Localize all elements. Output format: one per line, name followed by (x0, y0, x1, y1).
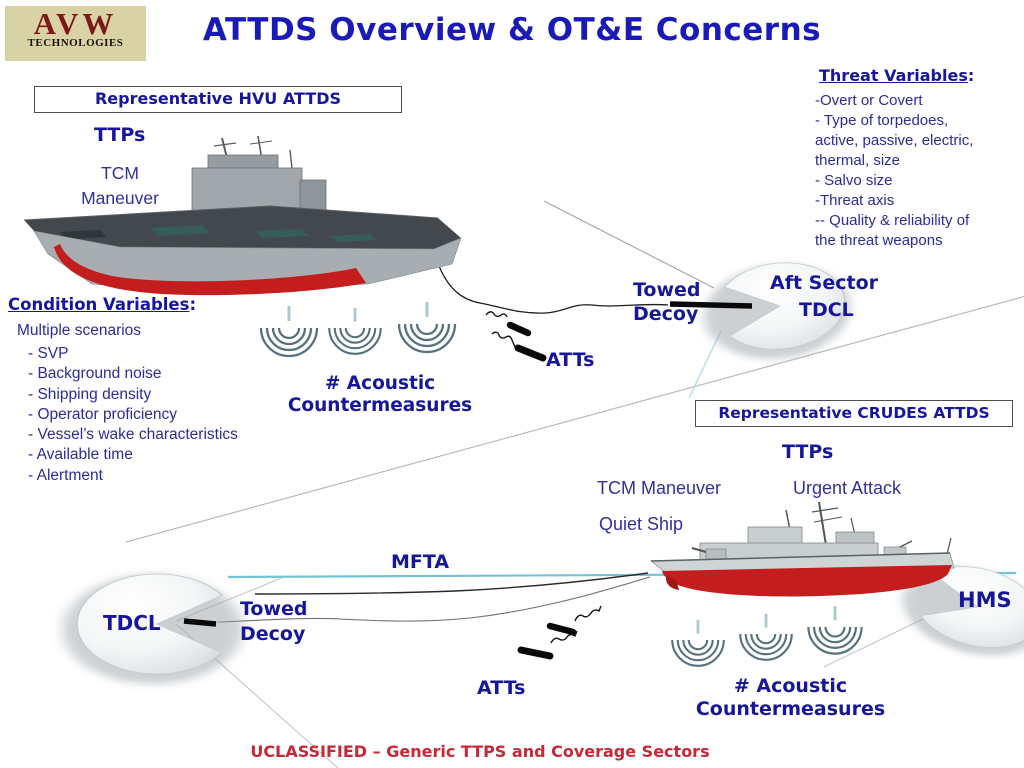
hvu-atts-label: ATTs (546, 349, 595, 371)
threat-item: -Overt or Covert (815, 92, 923, 109)
condition-item: - Background noise (28, 365, 162, 383)
threat-item: - Salvo size (815, 172, 893, 189)
crudes-tdcl-label: TDCL (103, 611, 161, 635)
crudes-towed-decoy-label: Towed Decoy (240, 598, 308, 645)
threat-item: thermal, size (815, 152, 901, 169)
mfta-label: MFTA (391, 551, 450, 573)
threat-item: the threat weapons (815, 232, 943, 249)
avw-technologies-logo (5, 6, 146, 61)
hvu-tcm-maneuver-label: TCM Maneuver (81, 163, 159, 208)
condition-item: - Shipping density (28, 385, 152, 403)
condition-item: - Operator proficiency (28, 405, 178, 423)
classification-footer: UCLASSIFIED – Generic TTPS and Coverage Sectors (250, 742, 710, 761)
logo-brand: AVW (33, 6, 118, 41)
hvu-acoustic-countermeasures-label: # Acoustic Countermeasures (287, 373, 473, 416)
threat-item: active, passive, electric, (815, 132, 974, 149)
aft-sector-label: Aft Sector (770, 272, 879, 294)
threat-item: -- Quality & reliability of (815, 212, 970, 229)
crudes-ship-illustration (651, 502, 954, 597)
crudes-towed-decoy-body (184, 621, 216, 624)
aft-sector-edge-line (544, 201, 714, 288)
hvu-ttps-label: TTPs (94, 124, 146, 146)
crudes-quiet-ship-label: Quiet Ship (599, 514, 684, 534)
hvu-acoustic-countermeasure-icons (261, 302, 455, 356)
hvu-attds-box: Representative HVU ATTDS (34, 86, 402, 113)
crudes-acoustic-countermeasures-label: # Acoustic Countermeasures (695, 675, 886, 720)
condition-variables-list (28, 344, 238, 486)
hvu-ship-illustration (24, 136, 461, 295)
threat-item: -Threat axis (815, 192, 895, 209)
aft-tdcl-label: TDCL (799, 299, 854, 321)
slide-title: ATTDS Overview & OT&E Concerns (202, 12, 822, 48)
logo-subtitle: TECHNOLOGIES (27, 37, 124, 50)
hvu-towed-decoy-label: Towed Decoy (633, 279, 701, 325)
crudes-tcm-maneuver-label: TCM Maneuver (597, 478, 722, 498)
condition-item: - SVP (28, 345, 69, 362)
hms-label: HMS (958, 588, 1012, 612)
hvu-att-torpedo-icons (486, 312, 543, 358)
crudes-acoustic-countermeasure-icons (672, 606, 861, 666)
crudes-urgent-attack-label: Urgent Attack (793, 478, 902, 498)
threat-variables-list (815, 91, 973, 251)
threat-item: - Type of torpedoes, (815, 112, 949, 129)
condition-variables-heading: Condition Variables: (8, 295, 197, 314)
condition-item: - Alertment (28, 466, 103, 484)
threat-variables-heading: Threat Variables: (819, 66, 975, 85)
crudes-ttps-label: TTPs (782, 441, 834, 463)
crudes-atts-label: ATTs (477, 677, 526, 699)
crudes-att-torpedo-icons (521, 606, 601, 656)
crudes-attds-box: Representative CRUDES ATTDS (695, 400, 1013, 427)
condition-item: - Available time (28, 446, 133, 464)
condition-item: - Vessel’s wake characteristics (28, 426, 238, 444)
condition-intro: Multiple scenarios (17, 322, 142, 339)
